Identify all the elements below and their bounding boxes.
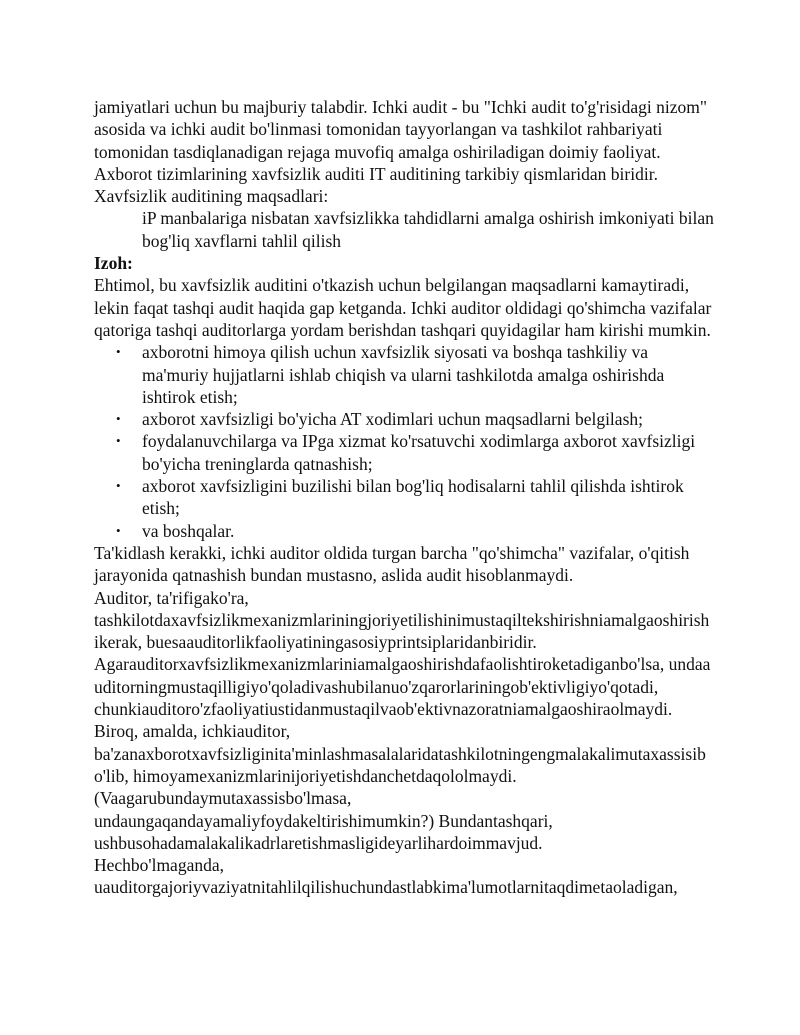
bullet-icon: • (116, 433, 121, 449)
bullet-icon: • (116, 411, 121, 427)
bullet-icon: • (116, 344, 121, 360)
list-item (94, 430, 714, 475)
emphasis-paragraph: Ta'kidlash kerakki, ichki auditor oldida turgan barcha "qo'shimcha" vazifalar, o'qitish jarayonida qatnashish bundan mustasno, aslida audit hisoblanmaydi. (94, 542, 690, 586)
list-item-text: axborot xavfsizligi bo'yicha AT xodimlari uchun maqsadlarni belgilash; (142, 409, 643, 430)
run-on-line: uauditorgajoriyvaziyatnitahlilqilishuchundastlabkima'lumotlarnitaqdimetaoladigan, (94, 877, 678, 898)
run-on-line: undaungaqandayamaliyfoydakeltirishimumkin?) Bundantashqari, (94, 810, 553, 831)
run-on-line: (Vaagarubundaymutaxassisbo'lmasa, (94, 788, 352, 809)
document-page (94, 96, 714, 899)
run-on-line: ushbusohadamalakalikadrlaretishmasligideyarlihardoimmavjud. (94, 832, 543, 853)
note-heading: Izoh: (94, 253, 133, 274)
run-on-line: chunkiauditoro'zfaoliyatiustidanmustaqilvaob'ektivnazoratniamalgaoshiraolmaydi. (94, 699, 673, 720)
task-list (94, 341, 714, 542)
run-on-line: Auditor, ta'rifigako'ra, (94, 587, 249, 608)
note-paragraph: Ehtimol, bu xavfsizlik auditini o'tkazish uchun belgilangan maqsadlarni kamaytiradi, lekin faqat tashqi audit haqida gap ketganda. Ichki auditor oldidagi qo'shimcha vazifalar qatoriga tashqi auditorlarga yordam berishdan tashqari quyidagilar ham kirishi mumkin. (94, 275, 712, 340)
list-item-text: axborotni himoya qilish uchun xavfsizlik siyosati va boshqa tashkiliy va ma'muriy hujjatlarni ishlab chiqish va ularni tashkilotda amalga oshirishda ishtirok etish; (142, 342, 665, 407)
list-item (94, 341, 714, 408)
list-item (94, 475, 714, 520)
indented-goal: iP manbalariga nisbatan xavfsizlikka tahdidlarni amalga oshirish imkoniyati bilan bog'liq xavflarni tahlil qilish (142, 208, 714, 251)
list-item-text: va boshqalar. (142, 520, 235, 541)
run-on-line: Agarauditorxavfsizlikmexanizmlariniamalgaoshirishdafaolishtiroketadiganbo'lsa, undaauditorningmustaqilligiyo'qoladivashubilanuo'zqarorlariningob'ektivligiyo'qotadi, (94, 654, 711, 697)
bullet-icon: • (116, 522, 121, 538)
list-item-text: foydalanuvchilarga va IPga xizmat ko'rsatuvchi xodimlarga axborot xavfsizligi bo'yicha treninglarda qatnashish; (142, 431, 696, 474)
intro-paragraph: jamiyatlari uchun bu majburiy talabdir. Ichki audit - bu "Ichki audit to'g'risidagi nizom" asosida va ichki audit bo'linmasi tomonidan tayyorlangan va tashkilot rahbariyati tomonidan tasdiqlanadigan rejaga muvofiq amalga oshiriladigan doimiy faoliyat. Axborot tizimlarining xavfsizlik auditi IT auditining tarkibiy qismlaridan biridir. Xavfsizlik auditining maqsadlari: (94, 97, 708, 207)
run-on-line: ba'zanaxborotxavfsizliginita'minlashmasalalaridatashkilotningengmalakalimutaxassisibo'lib, himoyamexanizmlarinijoriyetishdanchetdaqololmaydi. (94, 743, 706, 786)
list-item (94, 520, 714, 542)
run-on-line: tashkilotdaxavfsizlikmexanizmlariningjoriyetilishinimustaqiltekshirishniamalgaoshirishikerak, buesaauditorlikfaoliyatiningasosiyprintsiplaridanbiridir. (94, 609, 710, 653)
run-on-line: Biroq, amalda, ichkiauditor, (94, 721, 291, 742)
run-on-line: Hechbo'lmaganda, (94, 855, 224, 876)
list-item (94, 408, 714, 430)
list-item-text: axborot xavfsizligini buzilishi bilan bog'liq hodisalarni tahlil qilishda ishtirok etish; (142, 476, 684, 519)
bullet-icon: • (116, 478, 121, 494)
